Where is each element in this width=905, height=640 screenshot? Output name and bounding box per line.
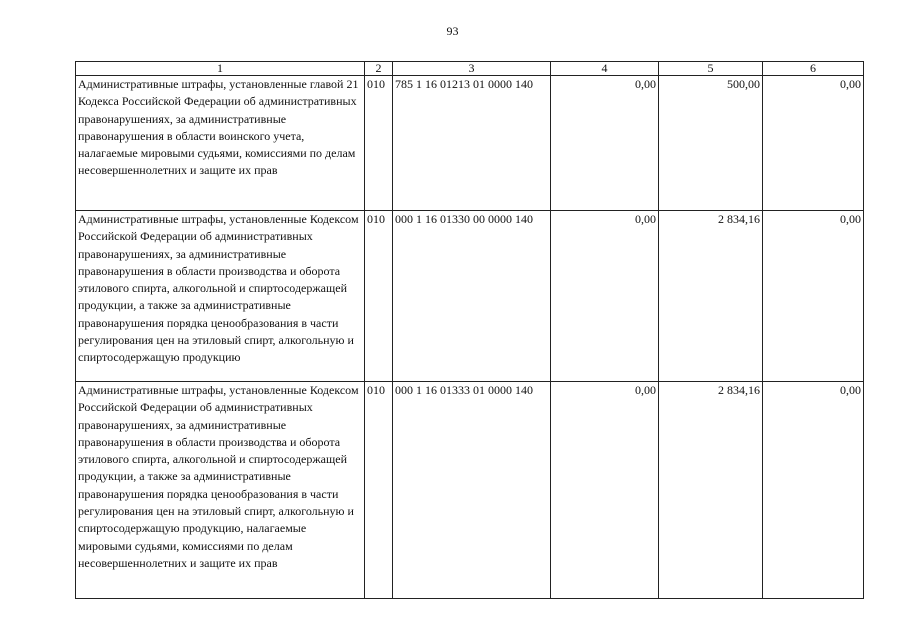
budget-table (75, 61, 864, 599)
value-col4-cell: 0,00 (551, 76, 659, 211)
header-col-4: 4 (551, 62, 659, 76)
admin-code-cell: 010 (365, 211, 393, 382)
header-col-1: 1 (76, 62, 365, 76)
budget-code-cell: 785 1 16 01213 01 0000 140 (393, 76, 551, 211)
table-body (76, 76, 864, 599)
table-row (76, 76, 864, 211)
table-row (76, 211, 864, 382)
header-col-5: 5 (659, 62, 763, 76)
revenue-name-cell: Административные штрафы, установленные Кодексом Российской Федерации об административных правонарушениях, за административные правонарушения в области производства и оборота этилового спирта, алкогольной и спиртосодержащей продукции, а также за административные правонарушения порядка ценообразования в части регулирования цен на этиловый спирт, алкогольную и спиртосодержащую продукцию (76, 211, 365, 382)
budget-code-cell: 000 1 16 01330 00 0000 140 (393, 211, 551, 382)
revenue-name-cell: Административные штрафы, установленные Кодексом Российской Федерации об административных правонарушениях, за административные правонарушения в области производства и оборота этилового спирта, алкогольной и спиртосодержащей продукции, а также за административные правонарушения порядка ценообразования в части регулирования цен на этиловый спирт, алкогольную и спиртосодержащую продукцию, налагаемые мировыми судьями, комиссиями по делам несовершеннолетних и защите их прав (76, 382, 365, 599)
table-row (76, 382, 864, 599)
header-col-3: 3 (393, 62, 551, 76)
value-col6-cell: 0,00 (763, 76, 864, 211)
value-col4-cell: 0,00 (551, 211, 659, 382)
value-col5-cell: 2 834,16 (659, 211, 763, 382)
revenue-name-cell: Административные штрафы, установленные главой 21 Кодекса Российской Федерации об административных правонарушениях, за административные правонарушения в области воинского учета, налагаемые мировыми судьями, комиссиями по делам несовершеннолетних и защите их прав (76, 76, 365, 211)
value-col4-cell: 0,00 (551, 382, 659, 599)
page-number: 93 (446, 24, 459, 38)
admin-code-cell: 010 (365, 382, 393, 599)
header-col-2: 2 (365, 62, 393, 76)
value-col5-cell: 500,00 (659, 76, 763, 211)
value-col6-cell: 0,00 (763, 382, 864, 599)
table-header-row (76, 62, 864, 76)
admin-code-cell: 010 (365, 76, 393, 211)
budget-code-cell: 000 1 16 01333 01 0000 140 (393, 382, 551, 599)
value-col6-cell: 0,00 (763, 211, 864, 382)
value-col5-cell: 2 834,16 (659, 382, 763, 599)
header-col-6: 6 (763, 62, 864, 76)
table-header (76, 62, 864, 76)
